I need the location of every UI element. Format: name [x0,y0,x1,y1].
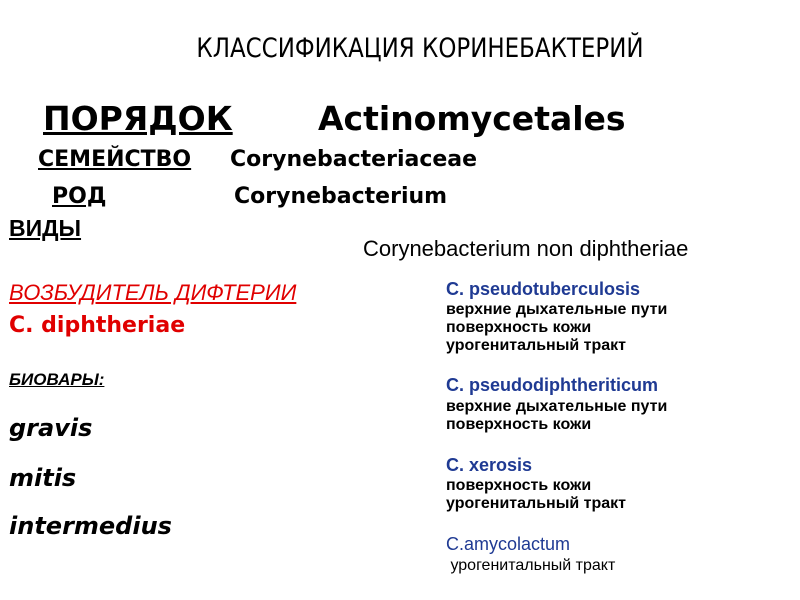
species-location: верхние дыхательные пути [446,398,668,415]
order-label: ПОРЯДОК [43,99,233,138]
pathogen-name: C. diphtheriae [9,313,186,338]
pathogen-label: ВОЗБУДИТЕЛЬ ДИФТЕРИИ [9,280,297,305]
species-location: верхние дыхательные пути [446,301,668,318]
species-label: ВИДЫ [9,215,82,241]
species-name: C. pseudodiphtheriticum [446,375,659,395]
species-location: урогенитальный тракт [446,557,616,574]
biovar-item: mitis [9,464,77,492]
species-name: C. xerosis [446,455,533,475]
genus-label: РОД [52,184,107,209]
species-location: поверхность кожи [446,416,592,433]
species-name: C. pseudotuberculosis [446,279,641,299]
genus-value: Corynebacterium [234,184,448,209]
family-value: Corynebacteriaceae [230,147,478,172]
species-name: C.amycolactum [446,534,571,554]
biovar-item: intermedius [9,512,172,540]
species-location: поверхность кожи [446,319,592,336]
non-diphtheriae-title: Corynebacterium non diphtheriae [363,236,689,261]
biovars-label: БИОВАРЫ: [9,370,105,389]
species-location: поверхность кожи [446,477,592,494]
species-location: урогенитальный тракт [446,337,626,354]
order-value: Actinomycetales [318,99,626,138]
species-location: урогенитальный тракт [446,495,626,512]
biovar-item: gravis [9,414,93,442]
family-label: СЕМЕЙСТВО [38,147,192,172]
page-title: КЛАССИФИКАЦИЯ КОРИНЕБАКТЕРИЙ [196,33,644,64]
